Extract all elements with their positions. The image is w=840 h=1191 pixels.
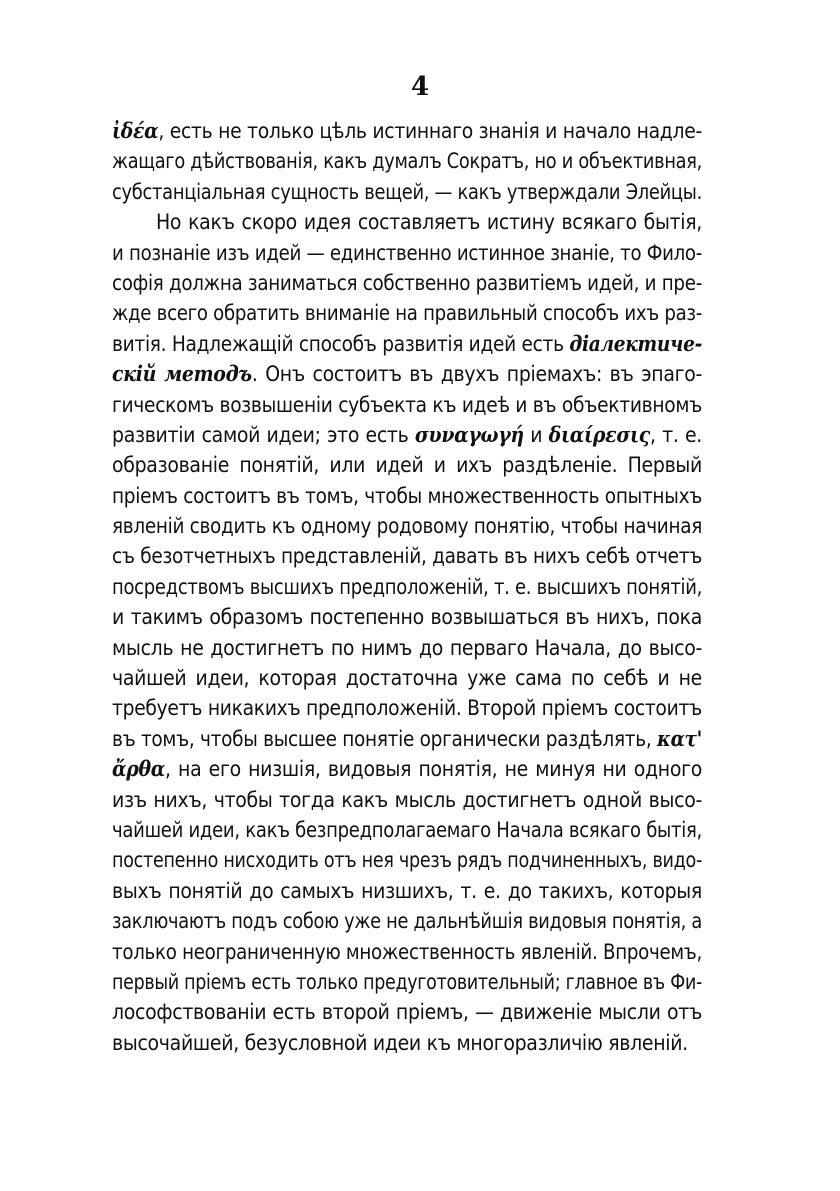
text-span: софія должна заниматься собственно развитіемъ идей, и пре- bbox=[112, 270, 703, 295]
italic-term: скій методъ bbox=[112, 361, 252, 387]
text-line bbox=[112, 359, 702, 389]
text-span: витія. Надлежащій способъ развитія идей есть bbox=[112, 331, 570, 356]
text-line bbox=[112, 238, 702, 268]
text-line bbox=[112, 329, 702, 359]
text-line bbox=[112, 177, 702, 207]
text-span: , на его низшія, видовыя понятія, не минуя ни одного bbox=[165, 757, 702, 782]
text-span: и такимъ образомъ постепенно возвышаться въ нихъ, пока bbox=[112, 605, 702, 630]
text-line bbox=[112, 724, 702, 754]
text-span: субстанціальная сущность вещей, — какъ утверждали Элейцы. bbox=[112, 179, 702, 204]
text-span: , есть не только цѣль истиннаго знанія и начало надле- bbox=[158, 119, 702, 143]
text-span: . Онъ состоитъ въ двухъ пріемахъ: въ эпаго- bbox=[251, 362, 702, 387]
text-line bbox=[112, 602, 702, 632]
text-line bbox=[112, 997, 702, 1027]
body-text bbox=[112, 116, 702, 1058]
text-line bbox=[112, 663, 702, 693]
text-line bbox=[112, 633, 702, 663]
text-line bbox=[112, 785, 702, 815]
text-span: чайшей идеи, какъ безпредполагаемаго Начала всякаго бытія, bbox=[112, 817, 702, 842]
text-span: изъ нихъ, чтобы тогда какъ мысль достигнетъ одной высо- bbox=[112, 787, 702, 812]
text-line bbox=[112, 937, 702, 967]
text-span: и bbox=[523, 422, 549, 447]
text-span: , т. е. bbox=[650, 422, 702, 447]
text-span: Но какъ скоро идея составляетъ истину всякаго бытія, bbox=[156, 210, 702, 235]
text-span: въ томъ, чтобы высшее понятіе органически раздѣлять, bbox=[112, 726, 658, 751]
text-line bbox=[112, 390, 702, 420]
text-span: заключаютъ подъ собою уже не дальнѣйшія видовыя понятія, а bbox=[112, 909, 703, 934]
text-span: выхъ понятій до самыхъ низшихъ, т. е. до такихъ, которыя bbox=[112, 878, 702, 903]
text-line bbox=[112, 420, 702, 450]
text-line bbox=[112, 511, 702, 541]
text-span: и познаніе изъ идей — единственно истинное знаніе, то Фило- bbox=[112, 240, 703, 265]
text-line bbox=[112, 1028, 702, 1058]
text-line bbox=[112, 268, 702, 298]
italic-term: діалектиче- bbox=[569, 330, 703, 356]
greek-word: συναγωγή bbox=[414, 421, 524, 447]
text-line bbox=[112, 845, 702, 875]
text-span: только неограниченную множественность явленій. Впрочемъ, bbox=[112, 939, 702, 964]
text-span: развитіи самой идеи; это есть bbox=[112, 422, 415, 447]
text-span: жащаго дѣйствованія, какъ думалъ Сократъ, но и объективная, bbox=[112, 149, 702, 174]
text-span: гическомъ возвышеніи субъекта къ идеѣ и въ объективномъ bbox=[112, 392, 702, 417]
text-span: чайшей идеи, которая достаточна уже сама по себѣ и не bbox=[112, 666, 702, 691]
text-span: первый пріемъ есть только предуготовительный; главное въ Фи- bbox=[112, 969, 703, 994]
text-line bbox=[112, 967, 702, 997]
text-line bbox=[112, 572, 702, 602]
text-span: образованіе понятій, или идей и ихъ раздѣленіе. Первый bbox=[112, 453, 702, 478]
text-span: требуетъ никакихъ предположеній. Второй пріемъ состоитъ bbox=[112, 696, 702, 721]
greek-word: διαίρεσις bbox=[548, 421, 651, 447]
text-span: высочайшей, безусловной идеи къ многоразличію явленій. bbox=[112, 1030, 688, 1055]
text-line bbox=[112, 481, 702, 511]
text-line bbox=[112, 450, 702, 480]
text-span: постепенно нисходить отъ нея чрезъ рядъ подчиненныхъ, видо- bbox=[112, 848, 703, 873]
text-line bbox=[112, 207, 702, 237]
text-span: посредствомъ высшихъ предположеній, т. е. высшихъ понятій, bbox=[112, 574, 703, 599]
text-line bbox=[112, 754, 702, 784]
text-line bbox=[112, 876, 702, 906]
text-span: лософствованіи есть второй пріемъ, — движеніе мысли отъ bbox=[112, 1000, 702, 1025]
text-span: жде всего обратить вниманіе на правильный способъ ихъ раз- bbox=[112, 301, 703, 326]
text-line bbox=[112, 906, 702, 936]
page-number: 4 bbox=[410, 72, 430, 102]
greek-word: ἰδέα bbox=[112, 118, 159, 143]
text-line bbox=[112, 116, 702, 146]
text-span: явленій сводить къ одному родовому понятію, чтобы начиная bbox=[112, 514, 702, 539]
text-line bbox=[112, 693, 702, 723]
greek-word: κατ' bbox=[657, 725, 703, 751]
text-line bbox=[112, 541, 702, 571]
text-line bbox=[112, 146, 702, 176]
text-span: съ безотчетныхъ представленій, давать въ нихъ себѣ отчетъ bbox=[112, 544, 703, 569]
text-span: пріемъ состоитъ въ томъ, чтобы множественность опытныхъ bbox=[112, 483, 703, 508]
text-line bbox=[112, 298, 702, 328]
greek-word: ἄρθα bbox=[112, 756, 166, 782]
text-span: мысль не достигнетъ по нимъ до перваго Начала, до высо- bbox=[112, 635, 702, 660]
text-line bbox=[112, 815, 702, 845]
